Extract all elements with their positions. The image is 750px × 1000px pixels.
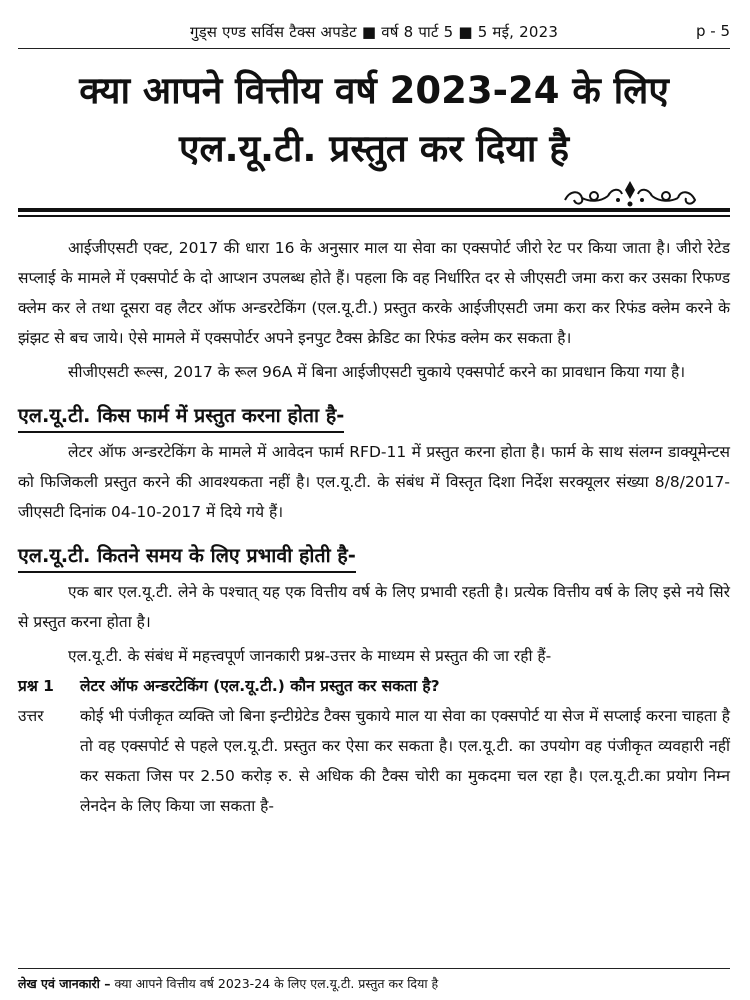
answer-text: कोई भी पंजीकृत व्यक्ति जो बिना इन्टीग्रेटेड टैक्स चुकाये माल या सेवा का एक्सपोर्ट या सेज में सप्लाई करना चाहता है तो वह एक्सपोर्ट से पहले एल.यू.टी. प्रस्तुत कर ऐसा कर सकता है। एल.यू.टी. का उपयोग वह पंजीकृत व्यवहारी नहीं कर सकता जिस पर 2.50 करोड़ रु. से अधिक की टैक्स चोरी का मुकदमा चल रहा है। एल.यू.टी.का प्रयोग निम्न लेनदेन के लिए किया जा सकता है- <box>80 707 730 815</box>
paragraph-validity: एक बार एल.यू.टी. लेने के पश्चात् यह एक वित्तीय वर्ष के लिए प्रभावी रहती है। प्रत्येक वित्तीय वर्ष के लिए इसे नये सिरे से प्रस्तुत करना होता है। <box>18 583 730 631</box>
page-footer <box>18 975 438 992</box>
paragraph-intro: आईजीएसटी एक्ट, 2017 की धारा 16 के अनुसार माल या सेवा का एक्सपोर्ट जीरो रेट पर किया जाता है। जीरो रेटेड सप्लाई के मामले में एक्सपोर्ट के दो आप्शन उपलब्ध होते हैं। पहला कि वह निर्धारित दर से जीएसटी जमा करा कर उसका रिफण्ड क्लेम कर ले तथा दूसरा वह लैटर ऑफ अन्डरटेकिंग (एल.यू.टी.) प्रस्तुत करके आईजीएसटी जमा करा कर रिफंड क्लेम करने के झंझट से बच जाये। ऐसे मामले में एक्सपोर्टर अपने इनपुट टैक्स क्रेडिट का रिफंड क्लेम कर सकता है। <box>18 239 730 347</box>
article-title <box>18 62 730 178</box>
question-label: प्रश्न 1 <box>18 677 54 695</box>
section-heading-validity: एल.यू.टी. कितने समय के लिए प्रभावी होती है- <box>18 541 356 573</box>
page-header <box>18 22 730 44</box>
section-heading-form: एल.यू.टी. किस फार्म में प्रस्तुत करना होता है- <box>18 401 344 433</box>
footer-text: क्या आपने वित्तीय वर्ष 2023-24 के लिए एल.यू.टी. प्रस्तुत कर दिया है <box>114 976 439 991</box>
article-body <box>18 233 730 821</box>
header-divider <box>18 48 730 49</box>
footer-label: लेख एवं जानकारी – <box>18 976 111 991</box>
question-text: लेटर ऑफ अन्डरटेकिंग (एल.यू.टी.) कौन प्रस्तुत कर सकता है? <box>80 677 440 695</box>
title-divider-thick <box>18 208 730 212</box>
footer-divider <box>18 968 730 969</box>
answer-1 <box>18 701 730 821</box>
answer-label: उत्तर <box>18 707 44 725</box>
publication-title: गुड्स एण्ड सर्विस टैक्स अपडेट ■ वर्ष 8 पार्ट 5 ■ 5 मई, 2023 <box>189 23 559 41</box>
paragraph-qa-intro: एल.यू.टी. के संबंध में महत्त्वपूर्ण जानकारी प्रश्न-उत्तर के माध्यम से प्रस्तुत की जा रही हैं- <box>68 647 552 665</box>
question-1 <box>18 671 730 701</box>
page-number: p - 5 <box>695 22 730 40</box>
ornament-flourish-icon <box>560 178 700 210</box>
article-title-line2: एल.यू.टी. प्रस्तुत कर दिया है <box>178 127 570 170</box>
paragraph-form-details: लेटर ऑफ अन्डरटेकिंग के मामले में आवेदन फार्म RFD-11 में प्रस्तुत करना होता है। फार्म के साथ संलग्न डाक्यूमेन्टस को फिजिकली प्रस्तुत करने की आवश्यकता नहीं है। एल.यू.टी. के संबंध में विस्तृत दिशा निर्देश सरक्यूलर संख्या 8/8/2017-जीएसटी दिनांक 04-10-2017 में दिये गये हैं। <box>18 443 730 521</box>
paragraph-rule-96a: सीजीएसटी रूल्स, 2017 के रूल 96A में बिना आईजीएसटी चुकाये एक्सपोर्ट करने का प्रावधान किया गया है। <box>68 363 686 381</box>
title-divider-thin <box>18 215 730 217</box>
article-title-line1: क्या आपने वित्तीय वर्ष 2023-24 के लिए <box>79 69 669 112</box>
